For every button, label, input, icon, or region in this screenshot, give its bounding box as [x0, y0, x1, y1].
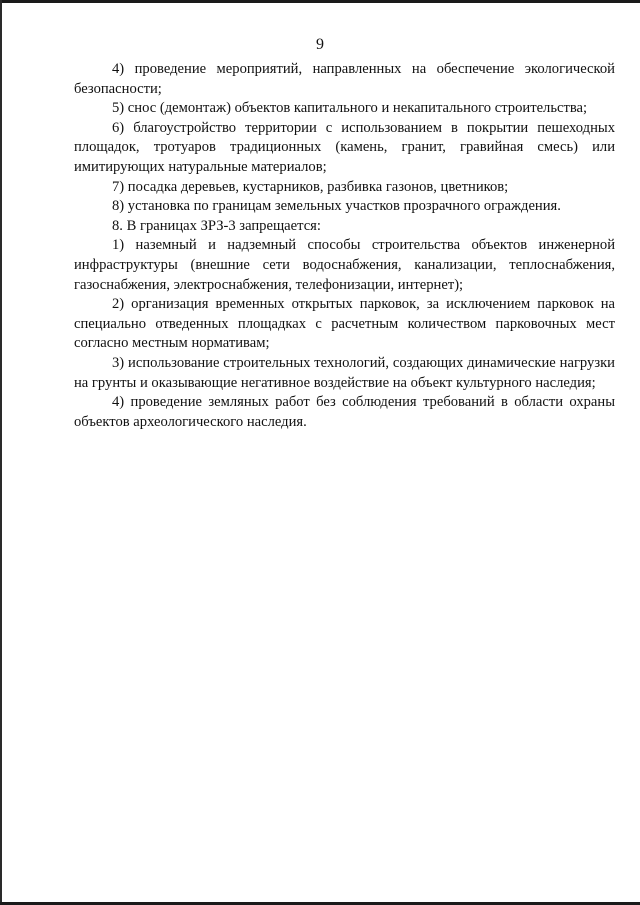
- paragraph-item-4-environmental: 4) проведение мероприятий, направленных на обеспечение экологической безопасности;: [74, 61, 615, 97]
- scan-edge-top: [0, 0, 640, 3]
- paragraph-item-5-demolition: 5) снос (демонтаж) объектов капитального и некапитального строительства;: [112, 100, 588, 117]
- paragraph-item-6-landscaping: 6) благоустройство территории с использованием в покрытии пешеходных площадок, тротуаров традиционных (камень, гранит, гравийная смесь) или имитирующих натуральные материалов;: [74, 119, 615, 175]
- section-heading-zrz3-prohibited: 8. В границах ЗРЗ-3 запрещается:: [112, 217, 321, 234]
- paragraph-prohibited-2-parking: 2) организация временных открытых парковок, за исключением парковок на специально отведенных площадках с расчетным количеством парковочных мест согласно местным нормативам;: [74, 296, 615, 352]
- paragraph-item-7-planting: 7) посадка деревьев, кустарников, разбивка газонов, цветников;: [112, 178, 509, 195]
- paragraph-prohibited-1-infrastructure: 1) наземный и надземный способы строительства объектов инженерной инфраструктуры (внешние сети водоснабжения, канализации, теплоснабжения, газоснабжения, электроснабжения, телефонизации, интернет);: [74, 237, 615, 293]
- paragraph-prohibited-4-earthworks: 4) проведение земляных работ без соблюдения требований в области охраны объектов археологического наследия.: [74, 394, 615, 430]
- page-number: 9: [316, 36, 324, 53]
- paragraph-item-8-fencing: 8) установка по границам земельных участков прозрачного ограждения.: [112, 198, 561, 215]
- document-body: [74, 60, 615, 432]
- paragraph-prohibited-3-technologies: 3) использование строительных технологий, создающих динамические нагрузки на грунты и оказывающие негативное воздействие на объект культурного наследия;: [74, 354, 615, 391]
- scan-edge-left: [0, 0, 2, 905]
